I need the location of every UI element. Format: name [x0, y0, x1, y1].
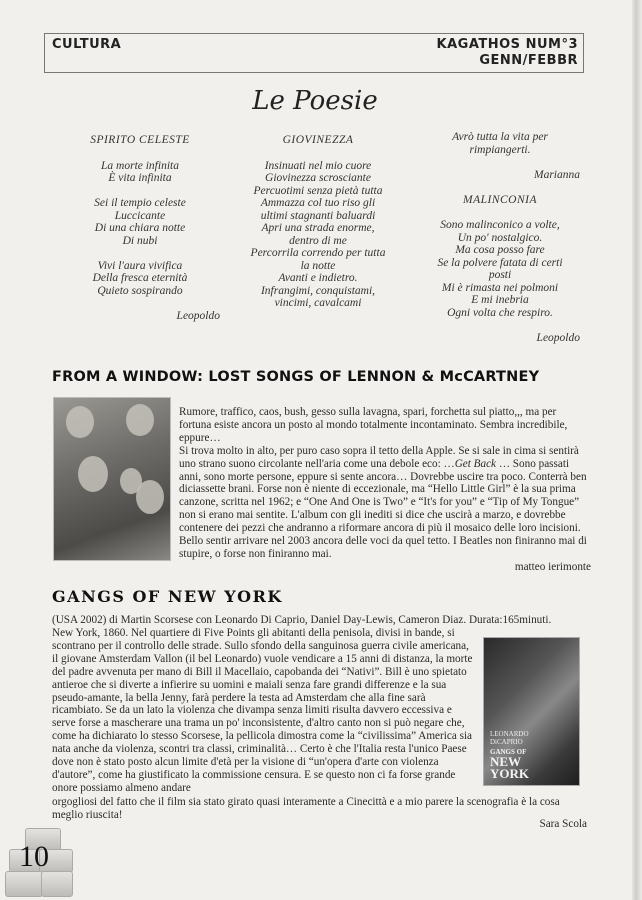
poem-stanza	[420, 219, 580, 319]
poem-line: Avanti e indietro.	[278, 272, 358, 284]
poem-line: Se la polvere fatata di certi	[437, 256, 563, 269]
poem-line: Ogni volta che respiro.	[447, 306, 553, 319]
poems-section-title: Le Poesie	[252, 86, 378, 116]
article-paragraph: Rumore, traffico, caos, bush, gesso sulla lavagna, spari, forchetta sul piatto,,, ma per fortuna esiste ancora un posto al mondo totalmente incontaminato. Sembra incredibile, eppure…	[179, 406, 568, 444]
poem-line: È vita infinita	[108, 172, 172, 184]
poster-actor-surname: DiCAPRIO	[490, 738, 523, 746]
magazine-name: KAGATHOS NUM°3	[436, 37, 578, 52]
poem-line: La morte infinita	[101, 159, 179, 172]
page-spine-shadow	[632, 0, 642, 900]
poem-giovinezza	[236, 134, 400, 322]
poem-spirito-celeste	[60, 134, 220, 322]
poem-line: rimpiangerti.	[469, 143, 531, 156]
poem-line: vincimi, cavalcami	[274, 297, 362, 309]
poem-line: Mi è rimasta nei polmoni	[441, 281, 559, 294]
poem-line: Infrangimi, conquistami,	[260, 284, 376, 297]
poem-line: la notte	[300, 259, 336, 272]
poem-line: posti	[488, 269, 512, 281]
issue-date: GENN/FEBBR	[479, 53, 578, 68]
article-body-gangs-tail: orgogliosi del fatto che il film sia stato girato quasi interamente a Cinecittà e a mio parere la scenografia è la cosa meglio riuscita!	[52, 796, 560, 821]
poem-author: Leopoldo	[176, 309, 220, 322]
poem-line: Insinuati nel mio cuore	[264, 159, 372, 172]
film-details: (USA 2002) di Martin Scorsese con Leonardo Di Caprio, Daniel Day-Lewis, Cameron Diaz. Durata:165minuti.	[52, 614, 552, 626]
page-number: 10	[19, 840, 49, 873]
poem-line: Avrò tutta la vita per	[452, 131, 548, 143]
page-number-badge	[5, 828, 75, 896]
poem-line: Sei il tempio celeste	[94, 197, 186, 209]
poem-line: Ma cosa posso fare	[455, 244, 545, 256]
poem-line: Giovinezza scrosciante	[265, 172, 371, 184]
poem-line: Della fresca eternità	[92, 272, 188, 284]
poster-actor: LEONARDO	[490, 730, 529, 738]
poem-stanza	[60, 260, 220, 298]
article-author: matteo ierimonte	[514, 560, 591, 573]
article-body-gangs: New York, 1860. Nel quartiere di Five Points gli abitanti della penisola, divisi in bande, si scontrano per il controllo delle strade. Sullo sfondo della sanguinosa guerra civile americana, il giovane Amsterdam Vallon (il bel Leonardo) vuole vendicare a 15 anni di distanza, la morte del padre avvenuta per mano di Bill il Macellaio, capobanda dei “Nativi”. Bill è uno spietato antieroe che si diverte a infierire su uomini e maiali senza fare grandi differenze e la sua pseudo-amante, la bella Jenny, farà perdere la testa ad Amsterdam che alla fine sarà ricambiato. Se da un lato la violenza che divampa senza limiti risulta davvero eccessiva e serve forse a mascherare una trama un po' inconsistente, d'altro canto non si può negare che, come ha dichiarato lo stesso Scorsese, la pellicola dimostra come la “civilissima” America sia nata anche da violenza, scontri tra classi, criminalità… Certo è che l'Italia resta l'unico Paese dove non è stato posto alcun limite d'età per la visione di “un'opera d'arte con violenza d'autore”, come ha giustificato la commissione censura. E se questo non ci fa forse grande onore possiamo almeno andare	[52, 627, 473, 794]
poem-line: Ammazza col tuo riso gli	[260, 197, 376, 209]
beatles-photo	[53, 397, 171, 561]
poem-line: Apri una strada enorme,	[261, 222, 375, 234]
poem-continuation	[420, 131, 580, 156]
poem-line: E mi inebria	[471, 294, 529, 306]
article-title-from-a-window: FROM A WINDOW: LOST SONGS OF LENNON & McCARTNEY	[52, 369, 540, 385]
gangs-of-new-york-poster	[483, 637, 580, 786]
poem-line: Luccicante	[114, 209, 166, 222]
poem-author: Leopoldo	[536, 331, 580, 344]
poem-line: Vivi l'aura vivifica	[97, 259, 183, 272]
song-title: Get Back	[454, 457, 497, 470]
poem-line: Quieto sospirando	[97, 284, 183, 297]
poem-author: Marianna	[534, 168, 580, 181]
poem-line: Di nubi	[122, 234, 158, 247]
poem-line: Percuotimi senza pietà tutta	[253, 184, 383, 197]
article-paragraph: Si trova molto in alto, per puro caso sopra il tetto della Apple. Se si sale in cima si sentirà uno strano suono circolante nell'aria come una debole eco: …Get Back … Sono passati anni, sono morte persone, eppure si sente ancora… Dovrebbe uscire tra poco. Conterrà ben diciassette brani. Forse non è niente di eccezionale, ma “Hello Little Girl” è la sua prima canzone, scritta nel 1962; e “One And One is Two” e “It's for you” e “Tip of My Tongue” non si erano mai sentite. L'album con gli inediti si dice che uscirà a marzo, e dovrebbe contenere dei pezzi che andranno a riformare ancora di più il mosaico delle loro incisioni. Bello sentir arrivare nel 2003 ancora delle voci da quel tetto. I Beatles non finiranno mai di stupire, o forse non finiranno mai.	[179, 444, 587, 560]
poem-line: Sono malinconico a volte,	[440, 219, 560, 231]
poster-title: GANGS OF NEW YORK	[490, 748, 529, 781]
poem-stanza	[60, 160, 220, 185]
article-body-from-a-window	[179, 406, 591, 574]
poem-stanza	[236, 160, 400, 310]
poem-malinconia	[420, 131, 580, 344]
poem-title: MALINCONIA	[463, 193, 537, 206]
poem-line: Percorrila correndo per tutta	[250, 247, 386, 259]
poem-line: dentro di me	[289, 234, 347, 247]
article-author: Sara Scola	[539, 818, 587, 830]
poem-line: ultimi stagnanti baluardi	[260, 209, 376, 222]
poem-title: GIOVINEZZA	[282, 134, 354, 146]
poem-line: Un po' nostalgico.	[457, 231, 543, 244]
issue-info	[437, 37, 578, 69]
section-label: CULTURA	[52, 37, 122, 52]
poem-stanza	[60, 197, 220, 247]
poem-line: Di una chiara notte	[94, 222, 186, 234]
article-title-gangs-of-new-york: GANGS OF NEW YORK	[52, 587, 283, 606]
poem-title: SPIRITO CELESTE	[90, 134, 190, 146]
page-header	[44, 33, 584, 73]
